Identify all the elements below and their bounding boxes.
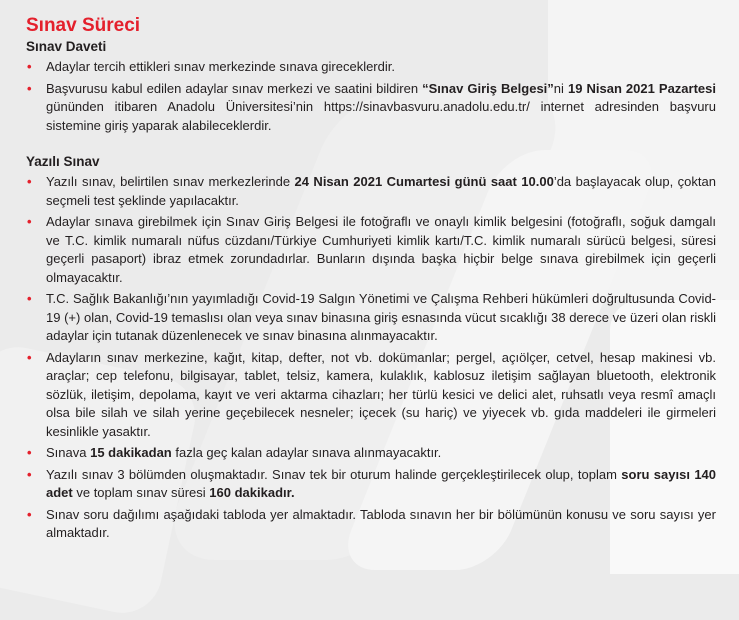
late-limit: 15 dakikadan xyxy=(90,445,172,460)
exam-invitation-list xyxy=(26,58,716,135)
document-release-date: 19 Nisan 2021 Pazartesi xyxy=(567,80,717,96)
exam-date-time: 24 Nisan 2021 Cumartesi günü saat 10.00 xyxy=(294,174,554,189)
question-count: soru sayısı 140 adet xyxy=(46,466,717,500)
bullet-icon: • xyxy=(27,214,32,229)
exam-entry-document-name: “Sınav Giriş Belgesi” xyxy=(422,80,554,96)
section-heading-written-exam: Yazılı Sınav xyxy=(26,154,100,169)
list-item: • Başvurusu kabul edilen adaylar sınav merkezi ve saatini bildiren “Sınav Giriş Belgesi”ni 19 Nisan 2021 Pazartesi gününden itibaren Anadolu Üniversitesi’nin https://sinavbasvuru.anadolu.edu.tr/ internet adresinden başvuru sistemine giriş yaparak alabileceklerdir. xyxy=(27,80,717,133)
list-item: • Sınav soru dağılımı aşağıdaki tabloda yer almaktadır. Tabloda sınavın her bir bölümünün konusu ve soru sayısı yer almaktadır. xyxy=(27,506,716,540)
bullet-icon: • xyxy=(27,506,32,522)
bullet-icon: • xyxy=(27,349,32,365)
exam-duration: 160 dakikadır. xyxy=(209,485,295,500)
document-content xyxy=(26,14,716,546)
list-item: • Adaylar sınava girebilmek için Sınav Giriş Belgesi ile fotoğraflı ve onaylı kimlik belgesini (fotoğraflı, soğuk damgalı ve T.C. kimlik numaralı nüfus cüzdanı/Türkiye Cumhuriyeti kimlik kartı/T.C. kimlik numaralı sürücü belgesi, süresi geçerli pasaport) ibraz etmek zorundadırlar. Bunların dışında başka hiçbir belge sınava girebilmek için geçerli olmayacaktır. xyxy=(27,214,716,285)
list-item: • Sınava 15 dakikadan fazla geç kalan adaylar sınava alınmayacaktır. xyxy=(26,444,716,463)
page-title: Sınav Süreci xyxy=(26,15,141,36)
list-item: • T.C. Sağlık Bakanlığı’nın yayımladığı Covid-19 Salgın Yönetimi ve Çalışma Rehberi hükümleri doğrultusunda Covid-19 (+) olan, Covid-19 temaslısı olan veya sınav binasına giriş esnasında vücut sıcaklığı 38 derece ve üzeri olan riskli adaylar için tutanak düzenlenecek ve sınav binasına alınmayacaktır. xyxy=(27,291,716,343)
list-item: • Adaylar tercih ettikleri sınav merkezinde sınava gireceklerdir. xyxy=(26,58,716,77)
bullet-icon: • xyxy=(27,174,32,189)
list-item: • Yazılı sınav, belirtilen sınav merkezlerinde 24 Nisan 2021 Cumartesi günü saat 10.00’da başlayacak olup, çoktan seçmeli test şeklinde yapılacaktır. xyxy=(27,174,716,208)
bullet-icon: • xyxy=(27,291,32,306)
bullet-icon: • xyxy=(27,80,32,96)
bullet-icon: • xyxy=(27,445,32,460)
list-item: • Adayların sınav merkezine, kağıt, kitap, defter, not vb. dokümanlar; pergel, açıölçer, cetvel, hesap makinesi vb. araçlar; cep telefonu, bilgisayar, tablet, telsiz, kamera, kulaklık, kablosuz iletişim sağlayan bluetooth, elektronik sözlük, iletişim, depolama, kayıt ve veri aktarma cihazları; her türlü kesici ve delici alet, ruhsatlı veya resmî amaçlı olsa bile silah ve silah yerine geçebilecek nesneler; içecek (su hariç) ve yiyecek vb. gıda maddeleri ile girmeleri kesinlikle yasaktır. xyxy=(27,349,716,439)
bullet-icon: • xyxy=(27,466,32,482)
bullet-icon: • xyxy=(27,59,32,74)
section-heading-exam-invitation: Sınav Daveti xyxy=(26,39,107,54)
list-item: • Yazılı sınav 3 bölümden oluşmaktadır. Sınav tek bir oturum halinde gerçekleştirilecek olup, toplam soru sayısı 140 adet ve toplam sınav süresi 160 dakikadır. xyxy=(27,466,717,500)
written-exam-list xyxy=(26,173,716,543)
